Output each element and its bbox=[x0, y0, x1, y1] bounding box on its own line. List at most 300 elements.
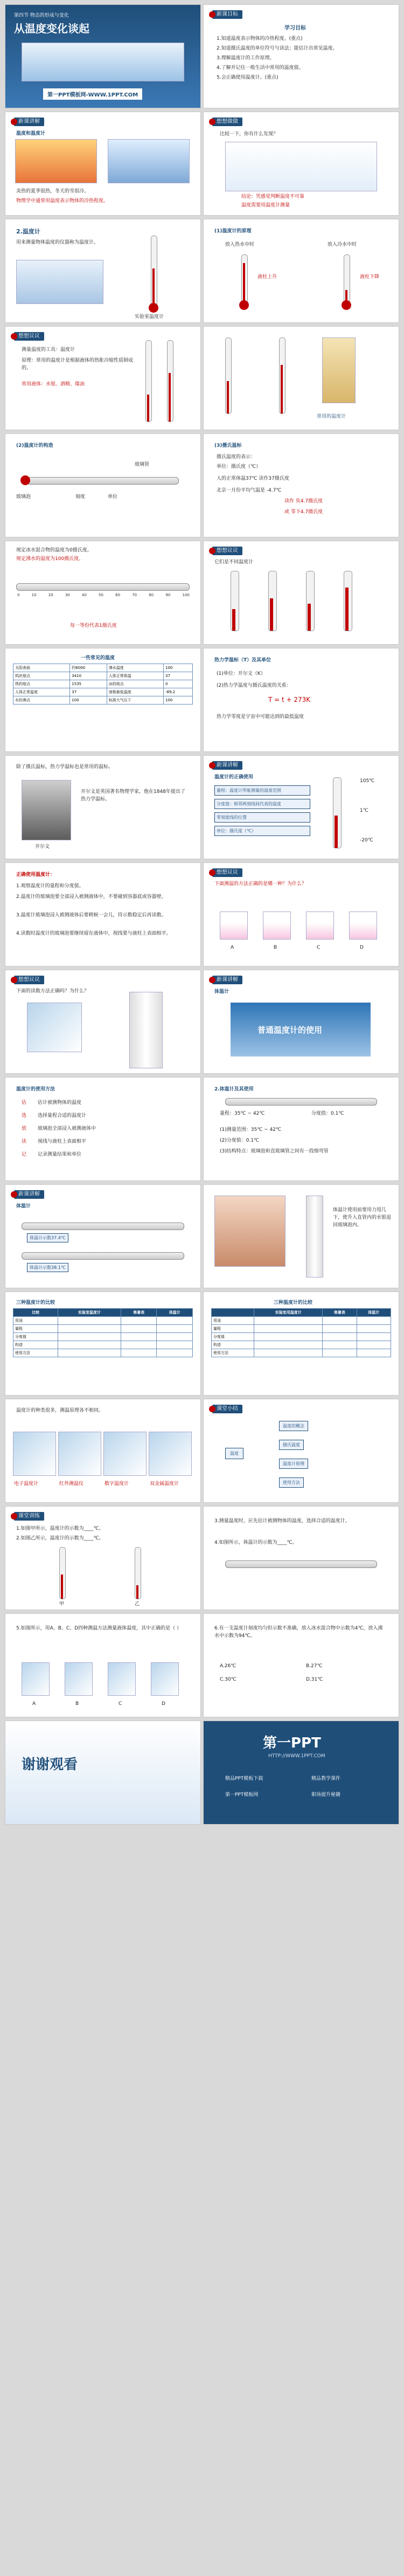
brand-line-2[interactable]: 精品教学课件 bbox=[311, 1776, 341, 1781]
table-row bbox=[13, 664, 193, 672]
slide-13[interactable] bbox=[5, 648, 201, 752]
table-row bbox=[13, 1317, 193, 1325]
empty-cell bbox=[121, 1333, 157, 1341]
table-row bbox=[13, 1341, 193, 1349]
slide-5-caption: 实验室温度计 bbox=[135, 314, 164, 320]
empty-cell bbox=[121, 1349, 157, 1357]
slide-3[interactable] bbox=[5, 112, 201, 216]
column-header: 寒暑表 bbox=[323, 1309, 357, 1317]
slide-1-subtitle: 第四节 物态的形成与变化 bbox=[14, 13, 69, 18]
map-node-4: 使用方法 bbox=[279, 1477, 304, 1488]
empty-cell bbox=[323, 1349, 357, 1357]
q5-beaker-c bbox=[108, 1662, 136, 1696]
column-header: 体温计 bbox=[157, 1309, 193, 1317]
beaker-b bbox=[263, 911, 291, 940]
column-header: 比较 bbox=[13, 1309, 58, 1317]
label-bulb: 玻璃泡 bbox=[16, 494, 31, 500]
slide-12-heading: 想想议议 bbox=[212, 547, 242, 555]
opt-a[interactable]: A bbox=[231, 945, 234, 950]
s17-line-2: 2.温度计的玻璃泡要全部浸入被测液体中，不要碰到容器底或容器壁。 bbox=[16, 894, 166, 900]
table-cell: 沸水温度 bbox=[107, 664, 163, 672]
slide-4-s2: 温度需要用温度计测量 bbox=[241, 203, 290, 208]
slide-8-caption: 常用的温度计 bbox=[317, 414, 346, 419]
slide-29[interactable] bbox=[5, 1506, 201, 1610]
thermometer-bulb bbox=[149, 303, 158, 313]
slide-5-title: 2.温度计 bbox=[16, 228, 40, 235]
slide-28-heading: 课堂小结 bbox=[212, 1405, 242, 1413]
table-cell: 人体正常温度 bbox=[13, 688, 70, 696]
slide-19-heading: 想想议议 bbox=[14, 976, 44, 984]
slide-4-question: 比较一下，你有什么发现？ bbox=[220, 132, 278, 137]
s21-line-2: 选择量程合适的温度计 bbox=[38, 1113, 87, 1118]
table-row bbox=[212, 1349, 391, 1357]
thermometer-b bbox=[167, 340, 173, 422]
slide-22-title: 2.体温计及其使用 bbox=[214, 1087, 254, 1092]
scale-tick: 70 bbox=[132, 593, 137, 597]
slide-12-q: 它们是不同温度计 bbox=[214, 560, 254, 565]
empty-cell bbox=[254, 1341, 323, 1349]
slide-7-line1: 测量温度的工具：温度计 bbox=[22, 347, 75, 353]
cold-bulb bbox=[342, 300, 351, 310]
goal-2: 2.知道摄氏温度的单位符号与读法；能估计出常见温度。 bbox=[217, 46, 338, 51]
slide-13-title: 一些常见的温度 bbox=[81, 655, 115, 661]
s21-line-3: 玻璃泡全部浸入被测液体中 bbox=[38, 1126, 96, 1131]
slide-15-caption: 开尔文 bbox=[35, 844, 50, 850]
scale-tick: 60 bbox=[115, 593, 121, 597]
scale-tick: 0 bbox=[17, 593, 20, 597]
slide-7[interactable] bbox=[5, 326, 201, 430]
choice-b[interactable]: B.27℃ bbox=[306, 1663, 323, 1669]
table-cell: 100 bbox=[163, 664, 192, 672]
slide-11-line1: 规定冰水混合物的温度为0摄氏度。 bbox=[16, 548, 92, 553]
eye-reading-figure bbox=[27, 1003, 82, 1052]
slide-18-heading: 想想议议 bbox=[212, 868, 242, 877]
thanks-text: 谢谢观看 bbox=[22, 1757, 78, 1773]
map-node-3: 温度计原理 bbox=[279, 1459, 308, 1469]
s21-line-4: 视线与液柱上表面相平 bbox=[38, 1139, 87, 1144]
group-5: 记 bbox=[22, 1152, 27, 1157]
slide-19-q: 下面的读数方法正确吗？为什么？ bbox=[16, 989, 89, 994]
fig-a-thermometer bbox=[59, 1547, 66, 1599]
empty-cell bbox=[58, 1333, 121, 1341]
slide-20-center: 普通温度计的使用 bbox=[257, 1025, 323, 1035]
q5-opt-c[interactable]: C bbox=[119, 1701, 122, 1707]
slide-6-title: (1)温度计的原理 bbox=[214, 229, 252, 234]
column-header: 体温计 bbox=[357, 1309, 391, 1317]
empty-cell bbox=[121, 1325, 157, 1333]
empty-cell bbox=[254, 1349, 323, 1357]
thermometer-a bbox=[145, 340, 152, 422]
mark-bottom: -20℃ bbox=[360, 838, 373, 843]
slide-20-sub: 体温计 bbox=[214, 989, 229, 995]
column-header: 实验室温度计 bbox=[58, 1309, 121, 1317]
brand-logo: 第一PPT bbox=[263, 1735, 321, 1751]
table-cell: 约6000 bbox=[70, 664, 107, 672]
table-row bbox=[13, 1333, 193, 1341]
row-header: 使用方法 bbox=[13, 1349, 58, 1357]
table-cell: 人体正常体温 bbox=[107, 672, 163, 680]
choice-d[interactable]: D.31℃ bbox=[306, 1677, 323, 1682]
q5-beaker-b bbox=[65, 1662, 93, 1696]
scale-tick: 90 bbox=[165, 593, 171, 597]
slide-4[interactable] bbox=[203, 112, 399, 216]
table-row bbox=[212, 1333, 391, 1341]
mark-top: 105℃ bbox=[360, 778, 375, 784]
column-header bbox=[212, 1309, 254, 1317]
map-node-1: 温度的概念 bbox=[279, 1421, 308, 1431]
empty-cell bbox=[157, 1317, 193, 1325]
empty-cell bbox=[357, 1341, 391, 1349]
slide-3-sub: 温度和温度计 bbox=[16, 131, 46, 136]
table-cell: 1535 bbox=[70, 680, 107, 688]
q5-opt-b[interactable]: B bbox=[75, 1701, 79, 1707]
empty-cell bbox=[58, 1349, 121, 1357]
scale-tick: 80 bbox=[149, 593, 154, 597]
thermometer-diagram bbox=[27, 477, 179, 485]
goal-4: 4.了解并记住一般生活中常用的温度值。 bbox=[217, 65, 304, 71]
choice-a[interactable]: A.26℃ bbox=[220, 1663, 236, 1669]
row-header: 分度值 bbox=[13, 1333, 58, 1341]
s14-line-1: (1)单位：开尔文（K） bbox=[217, 671, 266, 676]
slide-24[interactable] bbox=[203, 1184, 399, 1288]
scale-tick: 100 bbox=[182, 593, 190, 597]
slide-2[interactable] bbox=[203, 4, 399, 108]
group-3: 放 bbox=[22, 1126, 27, 1131]
cap-3: 数字温度计 bbox=[105, 1481, 129, 1487]
table-row bbox=[212, 1325, 391, 1333]
slide-16-heading: 新课讲解 bbox=[212, 761, 242, 770]
row-header: 量程 bbox=[212, 1325, 254, 1333]
label-tube: 玻璃管 bbox=[135, 462, 150, 467]
slide-9[interactable] bbox=[5, 433, 201, 537]
compare-thermometer-3 bbox=[306, 571, 315, 631]
column-header: 寒暑表 bbox=[121, 1309, 157, 1317]
slide-10[interactable] bbox=[203, 433, 399, 537]
slide-6-l2: 放入冷水中时 bbox=[328, 242, 357, 247]
s10-line-2: 单位：摄氏度（℃） bbox=[217, 464, 261, 469]
slide-16-sub: 温度计的正确使用 bbox=[214, 775, 254, 780]
s22-line-3: (1)测量范围：35℃ ~ 42℃ bbox=[220, 1127, 282, 1132]
table-header bbox=[212, 1309, 391, 1317]
slide-15[interactable] bbox=[5, 755, 201, 859]
slide-20-heading: 新课讲解 bbox=[212, 976, 242, 984]
goal-3: 3.理解温度计的工作原理。 bbox=[217, 56, 275, 61]
opt-b[interactable]: B bbox=[274, 945, 277, 950]
lab-thermometer bbox=[151, 236, 157, 307]
slide-1-title: 从温度变化谈起 bbox=[14, 22, 89, 35]
empty-cell bbox=[58, 1325, 121, 1333]
scale-tick: 30 bbox=[65, 593, 70, 597]
slide-25[interactable] bbox=[5, 1292, 201, 1396]
slide-18-q: 下面测温的方法正确的是哪一种？为什么？ bbox=[214, 881, 307, 887]
scale-tick: 50 bbox=[99, 593, 103, 597]
empty-cell bbox=[121, 1317, 157, 1325]
slide-3-line2: 物理学中通常用温度表示物体的冷热程度。 bbox=[16, 198, 109, 204]
table-cell: 南极最低温度 bbox=[107, 688, 163, 696]
winter-photo bbox=[108, 139, 190, 183]
table-header bbox=[13, 1309, 193, 1317]
s22-line-5: (3)结构特点：玻璃泡和直玻璃管之间有一段细弯管 bbox=[220, 1149, 329, 1154]
slide-8[interactable] bbox=[203, 326, 399, 430]
goal-5: 5.会正确使用温度计。(重点) bbox=[217, 75, 278, 80]
table-row bbox=[13, 1349, 193, 1357]
cap-1: 电子温度计 bbox=[14, 1481, 39, 1487]
table-cell: 太阳表面 bbox=[13, 664, 70, 672]
row-header: 用途 bbox=[212, 1317, 254, 1325]
table-row bbox=[13, 680, 193, 688]
empty-cell bbox=[323, 1317, 357, 1325]
scale-tick: 40 bbox=[81, 593, 87, 597]
slide-11-line3: 每一等份代表1摄氏度 bbox=[70, 623, 117, 629]
choice-c[interactable]: C.30℃ bbox=[220, 1677, 236, 1682]
slide-23-r1: 体温计示数37.4℃ bbox=[27, 1233, 68, 1242]
empty-cell bbox=[254, 1333, 323, 1341]
brand-line-3[interactable]: 第一PPT模板网 bbox=[225, 1792, 259, 1798]
cap-4: 双金属温度计 bbox=[150, 1481, 179, 1487]
slide-15-lead: 除了摄氏温标，热力学温标也是常用的温标。 bbox=[16, 764, 114, 770]
slide-26-title: 三种温度计的比较 bbox=[274, 1300, 313, 1306]
slide-16[interactable] bbox=[203, 755, 399, 859]
column-header: 实验室用温度计 bbox=[254, 1309, 323, 1317]
q5-opt-a[interactable]: A bbox=[32, 1701, 36, 1707]
slide-7-line2: 原理：常用的温度计是根据液体的热胀冷缩性质制成的。 bbox=[22, 358, 134, 371]
hot-bulb bbox=[239, 300, 249, 310]
kelvin-portrait bbox=[22, 780, 71, 840]
map-node-2: 摄氏温度 bbox=[279, 1440, 304, 1450]
slide-7-heading: 想想议议 bbox=[14, 332, 44, 341]
slide-9-title: (2)温度计的构造 bbox=[16, 443, 53, 448]
q4-thermometer bbox=[225, 1560, 377, 1568]
fig-b: 乙 bbox=[135, 1601, 140, 1607]
slide-7-line3: 常用液体：水银、酒精、煤油 bbox=[22, 382, 85, 387]
s10-line-4: 北京一月份平均气温是 -4.7℃ bbox=[217, 488, 282, 493]
empty-cell bbox=[357, 1349, 391, 1357]
table-cell: 钨丝熔点 bbox=[13, 672, 70, 680]
s17-line-3: 3.温度计玻璃泡浸入被测液体后要稍候一会儿，待示数稳定后再读数。 bbox=[16, 913, 166, 918]
s16-item-2: 分度值：相邻两刻线间代表的温度 bbox=[214, 799, 310, 809]
slide-3-heading: 新课讲解 bbox=[14, 118, 44, 126]
slide-20[interactable] bbox=[203, 970, 399, 1074]
table-cell: 铁的熔点 bbox=[13, 680, 70, 688]
slide-22[interactable] bbox=[203, 1077, 399, 1181]
common-thermometer-2 bbox=[279, 337, 285, 414]
slide-14-title: 热力学温标（T）及其单位 bbox=[214, 658, 271, 663]
slide-31-q5: 5.如图所示，用A、B、C、D四种测温方法测量液体温度，其中正确的是（ ） bbox=[16, 1626, 182, 1631]
s14-line-3: T = t + 273K bbox=[268, 696, 311, 703]
s10-line-5: 读作 负4.7摄氏度 bbox=[284, 499, 323, 504]
slide-30[interactable] bbox=[203, 1506, 399, 1610]
table-cell: 0 bbox=[163, 680, 192, 688]
table-cell: 3410 bbox=[70, 672, 107, 680]
slide-21-title: 温度计的使用方法 bbox=[16, 1087, 55, 1092]
slide-23-sub: 体温计 bbox=[16, 1204, 31, 1209]
slide-19[interactable] bbox=[5, 970, 201, 1074]
slide-18[interactable] bbox=[203, 862, 399, 966]
slide-11[interactable] bbox=[5, 541, 201, 645]
slide-23[interactable] bbox=[5, 1184, 201, 1288]
scale-tick: 20 bbox=[48, 593, 53, 597]
slide-6[interactable] bbox=[203, 219, 399, 323]
thermometer-type-4 bbox=[149, 1432, 192, 1476]
winter-landscape bbox=[16, 260, 103, 304]
table-cell: 37 bbox=[70, 688, 107, 696]
shake-thermometer-photo bbox=[214, 1196, 285, 1267]
row-header: 分度值 bbox=[212, 1333, 254, 1341]
slide-1[interactable] bbox=[5, 4, 201, 108]
comparison-table-2 bbox=[211, 1308, 391, 1357]
mark-division: 1℃ bbox=[360, 808, 368, 813]
thermometer-closeup bbox=[129, 992, 163, 1068]
empty-cell bbox=[121, 1341, 157, 1349]
slide-5-text: 用来测量物体温度的仪器称为温度计。 bbox=[16, 240, 99, 245]
slide-2-goal-title: 学习目标 bbox=[284, 25, 306, 31]
hands-in-water-picture bbox=[225, 142, 377, 191]
table-row bbox=[13, 672, 193, 680]
slide-24-caption: 体温计使用前要用力甩几下，使升入直管内的水银退回玻璃泡内。 bbox=[333, 1207, 392, 1228]
empty-cell bbox=[157, 1349, 193, 1357]
s14-line-4: 热力学零度是宇宙中可能达到的最低温度 bbox=[217, 714, 304, 720]
diagram-bulb bbox=[20, 475, 30, 485]
comparison-table-1 bbox=[13, 1308, 193, 1357]
slide-32[interactable] bbox=[203, 1613, 399, 1717]
slide-30-q3: 3.测量温度时，应先估计被测物体的温度，选择合适的温度计。 bbox=[214, 1518, 350, 1524]
reading-bar-1 bbox=[22, 1223, 184, 1230]
group-2: 选 bbox=[22, 1113, 27, 1118]
slide-6-l3: 液柱上升 bbox=[257, 274, 277, 280]
slide-4-s1: 结论：凭感觉判断温度不可靠 bbox=[241, 194, 305, 199]
group-1: 估 bbox=[22, 1100, 27, 1106]
s10-line-3: 人的正常体温37℃ 读作37摄氏度 bbox=[217, 476, 289, 481]
slide-26[interactable] bbox=[203, 1292, 399, 1396]
map-root: 温度 bbox=[225, 1448, 243, 1459]
row-header: 用途 bbox=[13, 1317, 58, 1325]
empty-cell bbox=[323, 1333, 357, 1341]
slide-2-heading: 新课目标 bbox=[212, 10, 242, 19]
slide-1-image bbox=[22, 43, 184, 81]
slide-6-l1: 放入热水中时 bbox=[225, 242, 255, 247]
table-cell: 100 bbox=[70, 696, 107, 705]
s16-item-4: 单位：摄氏度（℃） bbox=[214, 826, 310, 836]
empty-cell bbox=[254, 1317, 323, 1325]
slide-15-bio: 开尔文是英国著名物理学家，他在1848年提出了热力学温标。 bbox=[81, 789, 185, 802]
s22-line-1: 量程：35℃ ~ 42℃ bbox=[220, 1111, 265, 1116]
empty-cell bbox=[157, 1333, 193, 1341]
empty-cell bbox=[323, 1325, 357, 1333]
table-cell: 标准大气压下 bbox=[107, 696, 163, 705]
table-cell: 冰的熔点 bbox=[107, 680, 163, 688]
scale-tick: 10 bbox=[31, 593, 37, 597]
q5-beaker-a bbox=[22, 1662, 50, 1696]
slide-27-lead: 温度计的种类很多，测温原理各不相同。 bbox=[16, 1408, 104, 1413]
table-cell: -89.2 bbox=[163, 688, 192, 696]
brand-line-4[interactable]: 职场提升秘籍 bbox=[311, 1792, 341, 1798]
q5-opt-d[interactable]: D bbox=[162, 1701, 165, 1707]
slide-27[interactable] bbox=[5, 1399, 201, 1503]
fig-a: 甲 bbox=[59, 1601, 65, 1607]
slide-14[interactable] bbox=[203, 648, 399, 752]
brand-line-1[interactable]: 精品PPT模板下载 bbox=[225, 1776, 263, 1781]
q5-beaker-d bbox=[151, 1662, 179, 1696]
thermometer-type-2 bbox=[58, 1432, 101, 1476]
table-row bbox=[212, 1341, 391, 1349]
slide-5[interactable] bbox=[5, 219, 201, 323]
s10-line-1: 摄氏温度的表示： bbox=[217, 454, 256, 460]
table-row bbox=[13, 1325, 193, 1333]
empty-cell bbox=[357, 1317, 391, 1325]
table-row bbox=[13, 696, 193, 705]
s21-line-5: 记录测量结果和单位 bbox=[38, 1152, 82, 1157]
cold-thermometer bbox=[344, 254, 350, 304]
table-cell: 水的沸点 bbox=[13, 696, 70, 705]
s16-item-3: 零刻度线的位置 bbox=[214, 812, 310, 823]
empty-cell bbox=[254, 1325, 323, 1333]
slide-29-heading: 课堂训练 bbox=[14, 1512, 44, 1521]
fig-b-thermometer bbox=[135, 1547, 141, 1599]
slide-23-heading: 新课讲解 bbox=[14, 1190, 44, 1199]
slide-21[interactable] bbox=[5, 1077, 201, 1181]
row-header: 使用方法 bbox=[212, 1349, 254, 1357]
beaker-d bbox=[349, 911, 377, 940]
s14-line-2: (2)热力学温度与摄氏温度的关系： bbox=[217, 683, 291, 688]
row-header: 量程 bbox=[13, 1325, 58, 1333]
slide-29-q2: 2.如图乙所示，温度计的示数为____℃。 bbox=[16, 1536, 104, 1541]
table-row bbox=[212, 1317, 391, 1325]
clinical-thermometer-bar bbox=[225, 1098, 377, 1106]
thermometer-type-1 bbox=[13, 1432, 56, 1476]
slide-10-title: (3)摄氏温标 bbox=[214, 443, 242, 448]
compare-thermometer-4 bbox=[344, 571, 352, 631]
brand-url: HTTP://WWW.1PPT.COM bbox=[268, 1753, 325, 1759]
slide-31[interactable] bbox=[5, 1613, 201, 1717]
table-cell: 100 bbox=[163, 696, 192, 705]
slide-17-title: 正确使用温度计： bbox=[16, 872, 55, 878]
slide-30-q4: 4.如图所示，体温计的示数为____℃。 bbox=[214, 1540, 297, 1545]
slide-28[interactable] bbox=[203, 1399, 399, 1503]
s22-line-4: (2)分度值：0.1℃ bbox=[220, 1138, 260, 1143]
slide-33[interactable] bbox=[5, 1721, 201, 1825]
slide-17[interactable] bbox=[5, 862, 201, 966]
common-temperatures-table bbox=[13, 664, 193, 705]
empty-cell bbox=[357, 1325, 391, 1333]
wall-thermometer bbox=[322, 337, 356, 403]
label-unit: 单位 bbox=[108, 494, 118, 500]
row-header: 构造 bbox=[13, 1341, 58, 1349]
empty-cell bbox=[58, 1317, 121, 1325]
s17-line-1: 1.观察温度计的量程和分度值。 bbox=[16, 883, 84, 889]
s17-line-4: 4.读数时温度计的玻璃泡要继续留在液体中，视线要与液柱上表面相平。 bbox=[16, 931, 171, 936]
opt-d[interactable]: D bbox=[360, 945, 364, 950]
slide-4-heading: 想想做做 bbox=[212, 118, 242, 126]
opt-c[interactable]: C bbox=[317, 945, 321, 950]
s16-item-1: 量程：温度计所能测量的温度范围 bbox=[214, 785, 310, 796]
empty-cell bbox=[323, 1341, 357, 1349]
slide-32-q6: 6.有一支温度计刻度均匀但示数不准确，放入冰水混合物中示数为4℃，放入沸水中示数为94℃。 bbox=[214, 1626, 383, 1639]
row-header: 构造 bbox=[212, 1341, 254, 1349]
thermometer-type-3 bbox=[103, 1432, 147, 1476]
empty-cell bbox=[357, 1333, 391, 1341]
reading-bar-2 bbox=[22, 1252, 184, 1260]
compare-thermometer-2 bbox=[268, 571, 277, 631]
slide-12[interactable] bbox=[203, 541, 399, 645]
celsius-scale-ticks bbox=[17, 593, 190, 597]
slide-34[interactable] bbox=[203, 1721, 399, 1825]
slide-6-l4: 液柱下降 bbox=[360, 274, 380, 280]
cap-2: 红外测温仪 bbox=[59, 1481, 84, 1487]
empty-cell bbox=[58, 1341, 121, 1349]
slide-1-footer: 第一PPT模板网-WWW.1PPT.COM bbox=[43, 88, 142, 100]
empty-cell bbox=[157, 1325, 193, 1333]
slide-23-r2: 体温计示数38.1℃ bbox=[27, 1263, 68, 1272]
